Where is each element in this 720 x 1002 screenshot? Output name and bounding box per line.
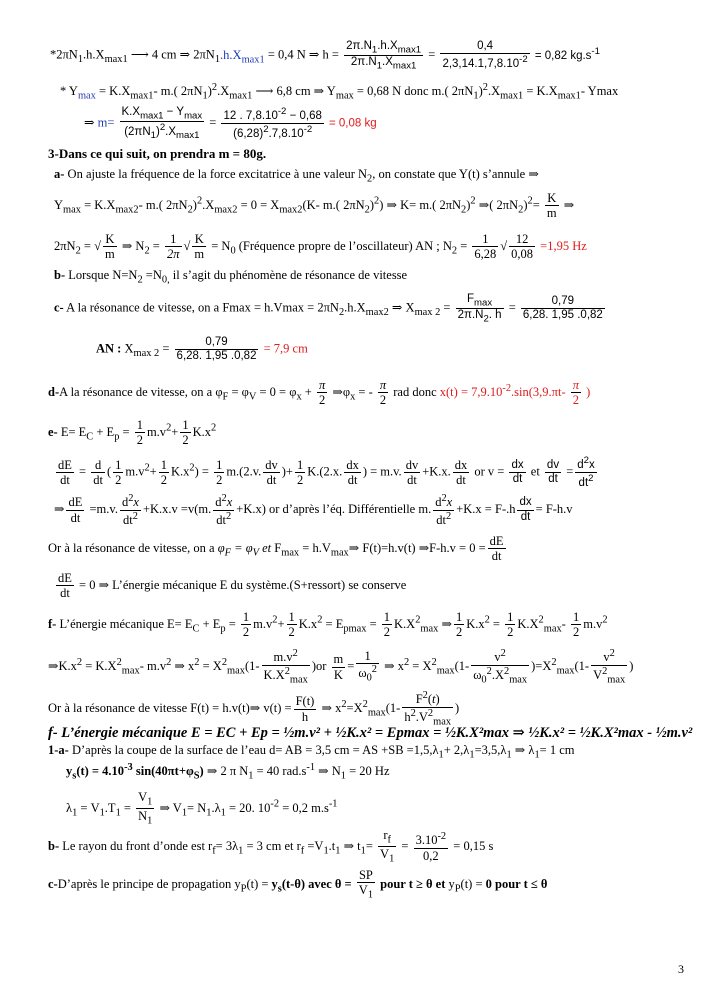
eq-ymax-line: * $Y_{max} = K.X_{max1}-$ m.( $2\pi N_1)^2.X_{max1}$ ⟶ 6,8 cm ⇒ $Y_{max} = 0,68$ N donc m.( $2\pi N_1)^2.X_{max1} = K.X_{max1}-$ Ymax [60,82,619,102]
eq-v1: $\lambda_1 = V_1.T_1$ = $\frac{V_1}{N_1}$ ⇒ $V_1= N_1.\lambda_1 = 20$. $10^{-2} = 0,2$ $m.s^{-1}$ [66,790,338,827]
eq-h-line: $*2\pi N_1.h.X_{max1}$ ⟶ 4 cm ⇒ $2\pi N_1.h.X_{max1} = 0,4$ N ⇒ h = $\frac{2\pi.N_1.h.X_{max1}}{2\pi.N_1.X_{max1}}$ = $\frac{0,4}{2,3,14.1,7,8.10^{-2}}$ = 0,82 $kg.s^{-1}$ [50,40,600,72]
an-xmax2: AN : $X_{max 2}$ = $\frac{0,79}{6,28. 1,95 .0,82}$ = 7,9 cm [96,336,308,363]
part-1a-text: 1-a- D’après la coupe de la surface de l’eau d= AB = 3,5 cm = AS $+SB =1,5,\lambda_1+ 2,\lambda_1=3,5,\lambda_1$ ⇒ $\lambda_1= 1$ cm [48,743,575,761]
part-f-energy: f- L’énergie mécanique $E= E_C + E_p$ = $\frac{1}{2}$ $m.v^2+$ $\frac{1}{2}$ $K.x^2 = E_{pmax}$ = $\frac{1}{2}$ $K.X^2_{max}$ ⇒ $\frac{1}{2}$ $K.x^2$ = $\frac{1}{2}$ $K.X^2_{max}-$ $\frac{1}{2}$ $m.v^2$ [48,610,608,640]
exercise-2-heading: f- L’énergie mécanique E = EC + Ep = ½m.v² + ½K.x² = Epmax = ½K.X²max ⇒ ½K.x² = ½K.X²max - ½m.v² [48,725,693,741]
page-number: 3 [678,962,684,976]
eq-n2: $2\pi N_2$ = √ $\frac{K}{m}$ ⇒ $N_2$ = $\frac{1}{2\pi}$ √ $\frac{K}{m}$ = $N_0$ (Fréquence propre de l’oscillateur) AN ; $N_2$ = $\frac{1}{6,28}$ √ $\frac{12}{0,08}$ =1,95 Hz [54,232,587,262]
eq-dE-dt: $\frac{dE}{dt}$ = $\frac{d}{dt}$ ( $\frac{1}{2}$ $m.v^2+$ $\frac{1}{2}$ $K.x^2$) = $\frac{1}{2}$ m.(2.v. $\frac{dv}{dt}$ )+ $\frac{1}{2}$ K.(2.x. $\frac{dx}{dt}$ ) = m.v. $\frac{dv}{dt}$ +K.x. $\frac{dx}{dt}$ or v = $\frac{dx}{dt}$ et $\frac{dv}{dt}$ = $\frac{d^2x}{dt^2}$ [58,455,595,489]
eq-ys: $y_s(t) = 4.10^{-3}$ $\sin(40\pi t+\varphi_S)$ ⇒ 2 π $N_1 = 40$ $rad.s^{-1}$ ⇒ $N_1 = 20$ Hz [66,762,390,782]
part-c-propagation: c-D’après le principe de propagation $y_P(t) = y_s(t-\theta)$ avec θ = $\frac{SP}{V_1}$ pour t ≥ θ et $y_P(t) = 0$ pour t ≤ θ [48,868,548,901]
eq-resonance-power: Or à la résonance de vitesse, on a $\varphi_F = \varphi_V$ et $F_{max}$ = $h.V_{max}\Rightarrow$ F(t)=h.v(t) ⇒F-h.v = 0 = $\frac{dE}{dt}$ [48,534,504,564]
eq-x-force: Or à la résonance de vitesse F(t) = h.v(t)⇒ v(t) = $\frac{F(t)}{h}$ ⇒ $x^2=X^2_{max}(1-$ $\frac{F^2(t)}{h^2.V^2_{max}}$ ) [48,690,460,728]
part-a-intro: a- On ajuste la fréquence de la force excitatrice à une valeur $N_2$, on constate que Y(t) s’annule ⇒ [54,167,539,185]
part-b-text: b- Lorsque $N=N_2 =N_{0,}$ il s’agit du phénomène de résonance de vitesse [54,268,408,286]
mass-result: = 0,08 kg [329,117,377,130]
part-c-text: c- A la résonance de vitesse, on a $Fmax = h.Vmax = 2\pi N_2.h.X_{max2}$ ⇒ $X_{max 2}$ = $\frac{F_{max}}{2\pi.N_2. h}$ = $\frac{0,79}{6,28. 1,95 .0,82}$ [54,293,603,325]
energy-conserved: $\frac{dE}{dt}$ = 0 ⇒ L’énergie mécanique E du système.(S+ressort) se conserve [58,571,407,601]
part-d-text: d-A la résonance de vitesse, on a $\varphi_F = \varphi_V = 0 = \varphi_x$ + $\frac{\pi}{2}$ $\Rightarrow\varphi_x$ = - $\frac{\pi}{2}$ rad donc $x(t) = 7,9.10^{-2}.\sin(3,9.\pi t-$ $\frac{\pi}{2}$ ) [48,378,591,408]
eq-dE-diff: ⇒ $\frac{dE}{dt}$ =m.v. $\frac{d^2x}{dt^2}$ +K.x.v =v(m. $\frac{d^2x}{dt^2}$ +K.x) or d’après l’éq. Différentielle m. $\frac{d^2x}{dt^2}$ +K.x = F-.h $\frac{dx}{dt}$ = F-h.v [54,493,573,527]
part-e-energy: e- $E= E_C + E_p$ = $\frac{1}{2}$ $m.v^2+$ $\frac{1}{2}$ $K.x^2$ [48,418,217,448]
section-3-heading: 3-Dans ce qui suit, on prendra m = 80g. [48,146,267,161]
xmax2-result: = 7,9 cm [263,341,308,356]
eq-resonance-k: $Y_{max} = K.X_{max2}-$ m.( $2\pi N_2)^2.X_{max2} = 0 = X_{max2}(K-$ m.( $2\pi N_2)^2$) ⇒ K= m.( $2\pi N_2)^2$ ⇒( $2\pi N_2)^2=$ $\frac{K}{m}$ ⇒ [54,191,575,221]
n2-result: =1,95 Hz [540,238,587,253]
eq-x-squared: $\Rightarrow K.x^2 = K.X^2_{max}-$ $m.v^2$ ⇒ $x^2 = X^2_{max}(1-$ $\frac{m.v^2}{K.X^2_{max}}$ )or $\frac{m}{K}$ = $\frac{1}{\omega_0^2}$ ⇒ $x^2 = X^2_{max}(1-$ $\frac{v^2}{\omega_0^2.X^2_{max}}$ )$=X^2_{max}(1-$ $\frac{v^2}{V^2_{max}}$ ) [48,648,634,686]
part-b-front: b- Le rayon du front d’onde est $r_f= 3\lambda_1 = 3$ cm et $r_f =V_1.t_1$ ⇒ $t_1=$ $\frac{r_f}{V_1}$ = $\frac{3.10^{-2}}{0,2}$ = 0,15 s [48,828,494,865]
eq-mass-line: ⇒ m= $\frac{K.X_{max1} - Y_{max}}{(2\pi N_1)^2.X_{max1}}$ = $\frac{12 . 7,8.10^{-2} - 0,68}{(6,28)^2.7,8.10^{-2}}$ = 0,08 kg [84,106,377,142]
